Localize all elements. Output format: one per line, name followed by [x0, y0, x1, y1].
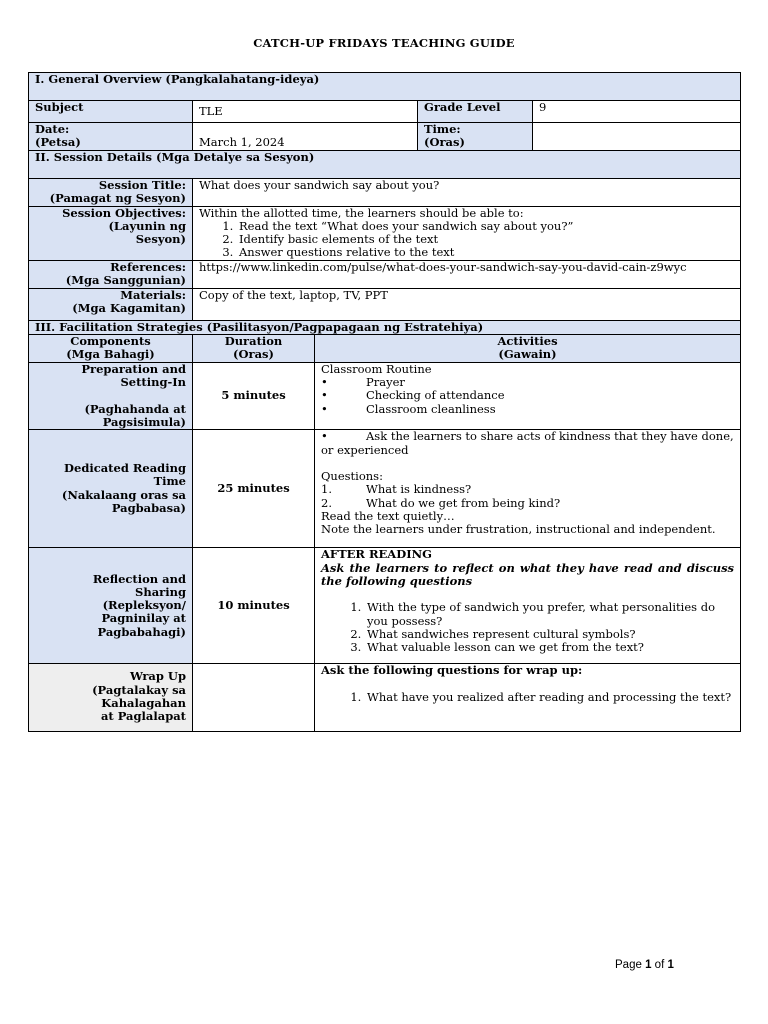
session-title-label: Session Title: (Pamagat ng Sesyon)	[29, 178, 193, 206]
session-objectives-label: Session Objectives: (Layunin ng Sesyon)	[29, 206, 193, 260]
time-value	[533, 123, 741, 151]
materials-label: Materials: (Mga Kagamitan)	[29, 288, 193, 320]
grade-level-value: 9	[533, 101, 741, 123]
date-label: Date: (Petsa)	[29, 123, 193, 151]
list-item: 2. What do we get from being kind?	[321, 495, 561, 510]
reflection-questions	[321, 601, 734, 654]
time-label: Time: (Oras)	[418, 123, 533, 151]
list-item: 1. With the type of sandwich you prefer, what personalities do you possess?	[365, 601, 734, 628]
activities-reflection: AFTER READING Ask the learners to reflect on what they have read and discuss the following questions 1. With the type of sandwich you prefer, what personalities do you possess? 2. What sandwiches represent cultural symbols? 3. What valuable lesson can we get from the text?	[315, 548, 741, 664]
component-reading: Dedicated Reading Time (Nakalaang oras sa Pagbabasa)	[29, 430, 193, 548]
duration-wrap-up	[193, 664, 315, 732]
session-title-value: What does your sandwich say about you?	[193, 178, 741, 206]
objective-item: 1. Read the text “What does your sandwich say about you?”	[237, 220, 734, 233]
references-link[interactable]: https://www.linkedin.com/pulse/what-does-your-sandwich-say-you-david-cain-z9wyc	[193, 260, 741, 288]
subject-value: TLE	[193, 101, 418, 123]
list-item: • Classroom cleanliness	[321, 401, 496, 416]
grade-level-label: Grade Level	[418, 101, 533, 123]
component-preparation: Preparation and Setting-In (Paghahanda at Pagsisimula)	[29, 362, 193, 429]
component-wrap-up: Wrap Up (Pagtalakay sa Kahalagahan at Paglalapat	[29, 664, 193, 732]
activities-wrap-up: Ask the following questions for wrap up: 1. What have you realized after reading and processing the text?	[315, 664, 741, 732]
document-title: CATCH-UP FRIDAYS TEACHING GUIDE	[253, 36, 515, 50]
objectives-list	[199, 220, 734, 260]
session-objectives-value: Within the allotted time, the learners should be able to: 1. Read the text “What does your sandwich say about you?” 2. Identify basic elements of the text 3. Answer questions relative to the text	[193, 206, 741, 260]
list-item: 3. What valuable lesson can we get from the text?	[365, 641, 734, 654]
list-item: 2. What sandwiches represent cultural symbols?	[365, 628, 734, 641]
col-duration: Duration (Oras)	[193, 334, 315, 362]
references-label: References: (Mga Sanggunian)	[29, 260, 193, 288]
list-item: 1. What have you realized after reading and processing the text?	[365, 691, 734, 704]
objective-item: 3. Answer questions relative to the text	[237, 246, 734, 259]
list-item: • Checking of attendance	[321, 388, 505, 403]
page-number: Page 1 of 1	[615, 959, 674, 971]
activities-reading: • Ask the learners to share acts of kindness that they have done, or experienced Questions: 1. What is kindness? 2. What do we get from being kind? Read the text quietly… Note the learners under frustration, instructional and independent.	[315, 430, 741, 548]
date-value: March 1, 2024	[193, 123, 418, 151]
section-session-details: II. Session Details (Mga Detalye sa Sesyon)	[29, 150, 741, 178]
duration-preparation: 5 minutes	[193, 362, 315, 429]
section-facilitation: III. Facilitation Strategies (Pasilitasyon/Pagpapagaan ng Estratehiya)	[29, 320, 741, 334]
objective-item: 2. Identify basic elements of the text	[237, 233, 734, 246]
col-components: Components (Mga Bahagi)	[29, 334, 193, 362]
duration-reflection: 10 minutes	[193, 548, 315, 664]
materials-value: Copy of the text, laptop, TV, PPT	[193, 288, 741, 320]
activities-preparation: Classroom Routine • Prayer • Checking of attendance • Classroom cleanliness	[315, 362, 741, 429]
subject-label: Subject	[29, 101, 193, 123]
col-activities: Activities (Gawain)	[315, 334, 741, 362]
list-item: 1. What is kindness?	[321, 482, 472, 497]
teaching-guide-table	[28, 72, 741, 732]
duration-reading: 25 minutes	[193, 430, 315, 548]
component-reflection: Reflection and Sharing (Repleksyon/ Pagninilay at Pagbabahagi)	[29, 548, 193, 664]
list-item: • Prayer	[321, 375, 405, 390]
section-general-overview: I. General Overview (Pangkalahatang-ideya)	[29, 73, 741, 101]
wrap-up-questions	[321, 691, 734, 704]
